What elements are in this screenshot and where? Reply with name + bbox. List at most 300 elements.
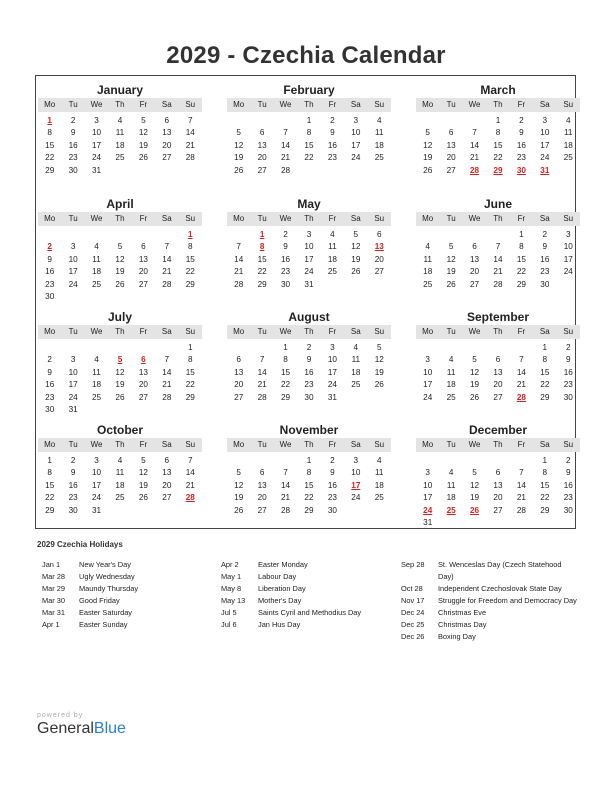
holiday-date: May 13 [221, 596, 246, 605]
holiday-entry [221, 559, 386, 571]
holiday-name: Christmas Day [438, 620, 487, 629]
weekday-header: We [90, 440, 103, 449]
day-cell: 2 [306, 343, 312, 352]
day-cell: 13 [257, 480, 267, 490]
day-cell: 14 [493, 254, 503, 264]
day-cell: 27 [162, 493, 172, 503]
holiday-name: Easter Sunday [79, 620, 128, 629]
day-cell: 24 [423, 505, 433, 515]
week-row [416, 379, 580, 391]
weekday-header: Mo [422, 440, 434, 449]
day-cell: 20 [257, 493, 267, 503]
month-december [416, 422, 580, 529]
day-cell: 9 [565, 355, 571, 365]
weekday-header: Fr [139, 327, 148, 336]
day-cell: 24 [351, 153, 361, 163]
day-cell: 3 [70, 355, 76, 365]
day-cell: 4 [94, 355, 99, 365]
month-april [38, 196, 202, 303]
month-name: April [106, 197, 134, 211]
day-cell: 3 [542, 116, 548, 125]
empty-day-cell [155, 229, 178, 241]
empty-day-cell [132, 342, 155, 354]
day-cell: 24 [563, 267, 573, 277]
day-cell: 6 [141, 355, 146, 365]
empty-day-cell [463, 517, 486, 529]
day-cell: 7 [472, 128, 477, 138]
day-cell: 24 [327, 380, 337, 390]
day-cell: 15 [185, 254, 195, 264]
month-february [227, 82, 391, 177]
day-cell: 21 [516, 380, 526, 390]
day-cell: 14 [470, 140, 480, 150]
day-cell: 2 [542, 230, 548, 239]
day-cell: 18 [351, 367, 361, 377]
day-cell: 21 [257, 380, 267, 390]
day-cell: 4 [448, 468, 454, 478]
day-cell: 5 [236, 128, 241, 138]
weekday-header: Sa [350, 440, 361, 449]
holiday-date: Mar 29 [42, 584, 66, 593]
day-cell: 8 [306, 468, 312, 478]
day-cell: 16 [327, 480, 337, 490]
day-cell: 4 [94, 242, 99, 252]
week-row [227, 342, 391, 354]
day-cell: 7 [187, 456, 193, 465]
week-row [416, 492, 580, 504]
day-cell: 11 [115, 468, 125, 478]
day-cell: 2 [565, 456, 571, 465]
day-cell: 6 [164, 116, 170, 125]
day-cell: 29 [185, 279, 195, 289]
day-cell: 31 [327, 392, 337, 402]
day-cell: 20 [138, 380, 148, 390]
holiday-entry [221, 583, 386, 595]
day-cell: 15 [45, 140, 55, 150]
week-row [38, 165, 202, 177]
empty-day-cell [321, 279, 344, 291]
day-cell: 4 [353, 343, 359, 352]
month-name: September [466, 310, 530, 324]
day-cell: 4 [117, 456, 123, 465]
day-cell: 16 [45, 380, 55, 390]
day-cell: 22 [540, 493, 550, 503]
holidays-column-1 [42, 559, 207, 631]
day-cell: 12 [351, 242, 361, 252]
day-cell: 24 [68, 279, 78, 289]
week-row [38, 140, 202, 152]
day-cell: 19 [115, 267, 125, 277]
day-cell: 7 [187, 116, 193, 125]
day-cell: 8 [519, 242, 524, 252]
weekday-header: Fr [328, 440, 337, 449]
holiday-entry [401, 619, 578, 631]
week-row [38, 367, 202, 379]
day-cell: 16 [516, 140, 526, 150]
month-name: March [480, 83, 516, 97]
empty-day-cell [179, 404, 202, 416]
day-cell: 6 [376, 230, 382, 239]
day-cell: 16 [68, 480, 78, 490]
day-cell: 4 [425, 242, 430, 252]
day-cell: 31 [423, 517, 433, 527]
day-cell: 13 [162, 468, 172, 478]
day-cell: 26 [234, 165, 244, 175]
weekday-header: Fr [517, 100, 526, 109]
month-july [38, 309, 202, 416]
brand-blue: Blue [93, 720, 126, 737]
day-cell: 5 [472, 355, 477, 365]
weekday-header: Fr [517, 327, 526, 336]
day-cell: 25 [563, 153, 573, 163]
day-cell: 17 [68, 267, 78, 277]
day-cell: 20 [234, 380, 244, 390]
footer [37, 712, 126, 738]
day-cell: 9 [519, 128, 524, 138]
holiday-entry [221, 607, 386, 619]
day-cell: 25 [351, 380, 361, 390]
day-cell: 19 [374, 367, 384, 377]
week-row [416, 165, 580, 177]
powered-by-text: powered by [37, 712, 84, 719]
day-cell: 4 [117, 116, 123, 125]
week-row [38, 254, 202, 266]
empty-day-cell [155, 342, 178, 354]
weekday-header: Su [374, 214, 385, 223]
day-cell: 16 [281, 254, 291, 264]
day-cell: 6 [472, 242, 477, 252]
weekday-header: Th [115, 214, 125, 223]
week-row [227, 140, 391, 152]
week-row [227, 152, 391, 164]
day-cell: 18 [563, 140, 573, 150]
day-cell: 15 [185, 367, 195, 377]
day-cell: 19 [351, 254, 361, 264]
day-cell: 13 [257, 140, 267, 150]
weekday-header-row [416, 325, 580, 339]
empty-day-cell [463, 455, 486, 467]
day-cell: 23 [281, 267, 291, 277]
day-cell: 23 [68, 493, 78, 503]
week-row [38, 379, 202, 391]
holiday-date: Jul 6 [221, 620, 237, 629]
day-cell: 8 [259, 242, 265, 252]
weekday-header: Su [563, 214, 574, 223]
holiday-date: Mar 30 [42, 596, 66, 605]
week-row [227, 127, 391, 139]
page-title: 2029 - Czechia Calendar [166, 42, 446, 69]
day-cell: 12 [374, 355, 384, 365]
day-cell: 5 [353, 230, 359, 239]
day-cell: 10 [92, 128, 102, 138]
week-row [38, 404, 202, 416]
empty-day-cell [227, 115, 250, 127]
day-cell: 16 [563, 367, 573, 377]
day-cell: 28 [185, 153, 195, 163]
day-cell: 8 [495, 128, 501, 138]
day-cell: 26 [446, 279, 456, 289]
day-cell: 27 [138, 392, 148, 402]
day-cell: 30 [327, 505, 337, 515]
month-name: May [297, 197, 321, 211]
day-cell: 10 [540, 128, 550, 138]
day-cell: 22 [45, 493, 55, 503]
day-cell: 8 [283, 355, 288, 365]
day-cell: 3 [330, 343, 335, 352]
month-october [38, 422, 202, 517]
weekday-header: Th [304, 327, 314, 336]
holiday-entry [221, 595, 386, 607]
weekday-header-row [227, 98, 391, 112]
holiday-date: Sep 28 [401, 560, 425, 569]
day-cell: 22 [304, 493, 314, 503]
day-cell: 25 [446, 392, 456, 402]
day-cell: 11 [328, 242, 337, 252]
week-row [38, 455, 202, 467]
empty-day-cell [155, 404, 178, 416]
day-cell: 5 [141, 456, 146, 465]
day-cell: 2 [283, 230, 288, 239]
empty-day-cell [179, 165, 202, 177]
holiday-name: Labour Day [258, 572, 297, 581]
day-cell: 31 [68, 404, 78, 414]
day-cell: 21 [234, 267, 244, 277]
day-cell: 11 [374, 128, 384, 138]
day-cell: 23 [327, 493, 337, 503]
day-cell: 18 [446, 493, 456, 503]
weekday-header: Mo [44, 327, 56, 336]
calendar-grid [38, 82, 574, 526]
day-cell: 11 [374, 468, 384, 478]
day-cell: 30 [563, 392, 573, 402]
holiday-entry [42, 571, 207, 583]
day-cell: 2 [47, 242, 52, 252]
month-name: December [468, 423, 528, 437]
day-cell: 27 [234, 392, 244, 402]
weekday-header: Mo [44, 440, 56, 449]
weekday-header: Th [304, 440, 314, 449]
day-cell: 25 [423, 279, 433, 289]
month-name: February [283, 83, 335, 97]
weekday-header-row [227, 438, 391, 452]
weekday-header: We [90, 214, 103, 223]
month-january [38, 82, 202, 177]
day-cell: 24 [351, 493, 361, 503]
week-row [227, 115, 391, 127]
empty-day-cell [108, 505, 131, 517]
week-row [416, 140, 580, 152]
day-cell: 24 [423, 392, 433, 402]
empty-day-cell [416, 342, 439, 354]
weekday-header: We [468, 440, 481, 449]
day-cell: 30 [563, 505, 573, 515]
day-cell: 20 [138, 267, 148, 277]
week-row [227, 165, 391, 177]
brand-logo[interactable] [37, 720, 126, 738]
week-row [416, 480, 580, 492]
day-cell: 17 [68, 380, 78, 390]
weekday-header: We [279, 327, 292, 336]
day-cell: 15 [304, 140, 314, 150]
day-cell: 28 [493, 279, 503, 289]
weekday-header: We [279, 214, 292, 223]
day-cell: 12 [234, 140, 244, 150]
weekday-header: Mo [422, 327, 434, 336]
day-cell: 16 [563, 480, 573, 490]
day-cell: 10 [68, 367, 78, 377]
day-cell: 11 [446, 367, 456, 377]
weekday-header: Su [374, 327, 385, 336]
day-cell: 14 [234, 254, 244, 264]
weekday-header: Sa [161, 214, 172, 223]
holidays-column-3 [401, 559, 578, 643]
holiday-name: Independent Czechoslovak State Day [438, 584, 562, 593]
day-cell: 25 [327, 267, 337, 277]
holiday-entry [401, 559, 578, 583]
weekday-header: We [468, 100, 481, 109]
weekday-header-row [227, 325, 391, 339]
day-cell: 12 [115, 367, 125, 377]
holiday-date: Apr 1 [42, 620, 60, 629]
day-cell: 29 [540, 392, 550, 402]
weekday-header-row [416, 98, 580, 112]
week-row [227, 254, 391, 266]
day-cell: 2 [519, 116, 524, 125]
weekday-header: Tu [257, 440, 267, 449]
weekday-header: Mo [44, 100, 56, 109]
day-cell: 26 [374, 380, 384, 390]
holiday-date: Mar 31 [42, 608, 66, 617]
week-row [38, 279, 202, 291]
day-cell: 9 [47, 367, 52, 377]
day-cell: 7 [283, 128, 288, 138]
weekday-header: Th [115, 100, 125, 109]
day-cell: 1 [519, 230, 524, 239]
day-cell: 23 [540, 267, 550, 277]
day-cell: 17 [563, 254, 573, 264]
weekday-header: Mo [233, 214, 245, 223]
day-cell: 11 [351, 355, 361, 365]
week-row [38, 392, 202, 404]
week-row [227, 505, 391, 517]
day-cell: 27 [257, 165, 267, 175]
weekday-header: Su [374, 440, 385, 449]
weekday-header: Tu [68, 440, 78, 449]
day-cell: 15 [281, 367, 291, 377]
week-row [416, 127, 580, 139]
empty-day-cell [61, 229, 84, 241]
holiday-name: Easter Monday [258, 560, 308, 569]
weekday-header: Th [115, 327, 125, 336]
day-cell: 27 [138, 279, 148, 289]
day-cell: 22 [257, 267, 267, 277]
day-cell: 5 [472, 468, 477, 478]
day-cell: 7 [164, 242, 170, 252]
empty-day-cell [179, 291, 202, 303]
day-cell: 28 [234, 279, 244, 289]
day-cell: 1 [187, 230, 193, 239]
day-cell: 13 [234, 367, 244, 377]
day-cell: 18 [423, 267, 433, 277]
week-row [227, 480, 391, 492]
week-row [227, 492, 391, 504]
day-cell: 19 [138, 480, 148, 490]
empty-day-cell [274, 115, 297, 127]
day-cell: 29 [516, 279, 526, 289]
week-row [38, 342, 202, 354]
weekday-header: Su [185, 327, 196, 336]
day-cell: 2 [565, 343, 571, 352]
day-cell: 3 [353, 116, 359, 125]
day-cell: 4 [565, 116, 571, 125]
day-cell: 17 [304, 254, 314, 264]
weekday-header: Th [304, 100, 314, 109]
weekday-header: Mo [233, 327, 245, 336]
weekday-header: Th [115, 440, 125, 449]
day-cell: 7 [259, 355, 265, 365]
empty-day-cell [38, 342, 61, 354]
day-cell: 12 [115, 254, 125, 264]
day-cell: 22 [185, 380, 195, 390]
empty-day-cell [368, 505, 391, 517]
holiday-entry [221, 571, 386, 583]
weekday-header: Th [493, 327, 503, 336]
month-name: November [279, 423, 339, 437]
day-cell: 8 [47, 468, 52, 478]
day-cell: 24 [92, 493, 102, 503]
day-cell: 25 [115, 493, 125, 503]
day-cell: 4 [376, 116, 382, 125]
empty-day-cell [439, 517, 462, 529]
week-row [227, 229, 391, 241]
day-cell: 16 [68, 140, 78, 150]
day-cell: 23 [45, 392, 55, 402]
holidays-column-2 [221, 559, 386, 631]
day-cell: 12 [138, 468, 148, 478]
empty-day-cell [486, 517, 509, 529]
day-cell: 22 [304, 153, 314, 163]
weekday-header: Sa [161, 327, 172, 336]
week-row [227, 392, 391, 404]
day-cell: 27 [446, 165, 456, 175]
week-row [227, 367, 391, 379]
day-cell: 11 [92, 367, 101, 377]
month-may [227, 196, 391, 291]
day-cell: 20 [493, 493, 503, 503]
weekday-header: We [468, 214, 481, 223]
weekday-header: Su [563, 100, 574, 109]
day-cell: 27 [470, 279, 480, 289]
weekday-header: Fr [328, 214, 337, 223]
day-cell: 15 [45, 480, 55, 490]
day-cell: 2 [70, 116, 76, 125]
day-cell: 26 [470, 505, 480, 515]
weekday-header: Sa [350, 327, 361, 336]
day-cell: 14 [281, 480, 291, 490]
day-cell: 13 [493, 480, 503, 490]
day-cell: 11 [423, 254, 432, 264]
day-cell: 22 [45, 153, 55, 163]
day-cell: 30 [68, 505, 78, 515]
weekday-header: Su [185, 100, 196, 109]
empty-day-cell [108, 165, 131, 177]
day-cell: 7 [519, 355, 524, 365]
day-cell: 30 [540, 279, 550, 289]
weekday-header: Mo [44, 214, 56, 223]
weekday-header: Fr [517, 440, 526, 449]
day-cell: 14 [516, 480, 526, 490]
day-cell: 30 [68, 165, 78, 175]
